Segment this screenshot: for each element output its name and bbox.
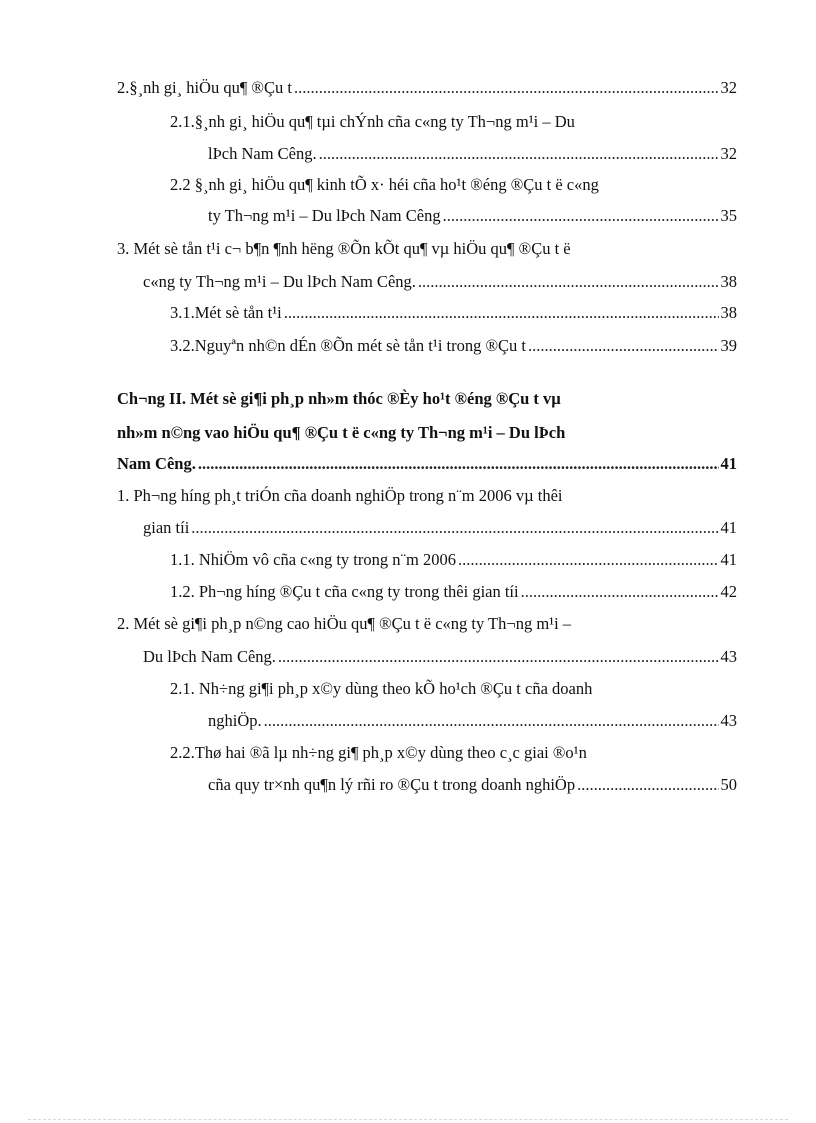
toc-page-number: 42 bbox=[720, 582, 737, 601]
toc-page-number: 38 bbox=[720, 303, 737, 322]
dot-leader bbox=[294, 76, 719, 100]
dot-leader bbox=[264, 709, 719, 733]
dot-leader bbox=[198, 452, 719, 476]
dot-leader bbox=[191, 516, 718, 540]
toc-entry-ii-1-1[interactable] bbox=[170, 548, 737, 572]
toc-entry-text: c«ng ty Th¬ng m¹i – Du lÞch Nam Cêng. bbox=[143, 272, 416, 291]
toc-entry-text: ty Th¬ng m¹i – Du lÞch Nam Cêng bbox=[208, 206, 441, 225]
toc-entry-3[interactable] bbox=[143, 270, 737, 294]
toc-page-number: 41 bbox=[720, 518, 737, 537]
toc-entry-2-2-line1[interactable]: 2.2 §¸nh gi¸ hiÖu qu¶ kinh tÕ x· héi cña ho¹t ®éng ®Çu t ë c«ng bbox=[170, 175, 599, 194]
toc-page-number: 43 bbox=[720, 647, 737, 666]
toc-entry-ii-2-2[interactable] bbox=[208, 773, 737, 797]
dot-leader bbox=[443, 204, 719, 228]
page-bottom-rule bbox=[28, 1119, 788, 1120]
toc-page-number: 38 bbox=[720, 272, 737, 291]
dot-leader bbox=[319, 142, 719, 166]
toc-entry-text: Nam Cêng. bbox=[117, 454, 196, 473]
dot-leader bbox=[528, 334, 719, 358]
toc-entry-text: gian tíi bbox=[143, 518, 190, 537]
toc-page-number: 41 bbox=[720, 454, 737, 473]
toc-entry-2-2[interactable] bbox=[208, 204, 737, 228]
dot-leader bbox=[284, 301, 719, 325]
toc-entry-text: cña quy tr×nh qu¶n lý rñi ro ®Çu t trong doanh nghiÖp bbox=[208, 775, 576, 794]
toc-page-number: 32 bbox=[720, 78, 737, 97]
toc-page-number: 32 bbox=[720, 144, 737, 163]
toc-entry-text: 1.2. Ph¬ng híng ®Çu t cña c«ng ty trong thêi gian tíi bbox=[170, 582, 519, 601]
toc-entry-2[interactable] bbox=[117, 76, 737, 100]
toc-entry-3-1[interactable] bbox=[170, 301, 737, 325]
toc-entry-2-1[interactable] bbox=[208, 142, 737, 166]
toc-entry-ii-2-line1[interactable]: 2. Mét sè gi¶i ph¸p n©ng cao hiÖu qu¶ ®Çu t ë c«ng ty Th¬ng m¹i – bbox=[117, 614, 572, 633]
toc-entry-ii-2-1-line1[interactable]: 2.1. Nh÷ng gi¶i ph¸p x©y dùng theo kÕ ho¹ch ®Çu t cña doanh bbox=[170, 679, 593, 698]
toc-page-number: 43 bbox=[720, 711, 737, 730]
dot-leader bbox=[521, 580, 719, 604]
toc-entry-ii-2-1[interactable] bbox=[208, 709, 737, 733]
toc-page-number: 50 bbox=[720, 775, 737, 794]
toc-page-number: 39 bbox=[720, 336, 737, 355]
toc-entry-text: 3.2.Nguyªn nh©n dÉn ®Õn mét sè tån t¹i trong ®Çu t bbox=[170, 336, 526, 355]
toc-chapter-2-line1[interactable]: Ch¬ng II. Mét sè gi¶i ph¸p nh»m thóc ®Èy ho¹t ®éng ®Çu t vµ bbox=[117, 389, 561, 408]
toc-entry-3-2[interactable] bbox=[170, 334, 737, 358]
toc-page-number: 35 bbox=[720, 206, 737, 225]
toc-entry-ii-1-2[interactable] bbox=[170, 580, 737, 604]
dot-leader bbox=[418, 270, 719, 294]
toc-entry-text: Du lÞch Nam Cêng. bbox=[143, 647, 276, 666]
toc-chapter-2-line2[interactable]: nh»m n©ng vao hiÖu qu¶ ®Çu t ë c«ng ty Th¬ng m¹i – Du lÞch bbox=[117, 423, 566, 442]
toc-entry-2-1-line1[interactable]: 2.1.§¸nh gi¸ hiÖu qu¶ tµi chÝnh cña c«ng ty Th¬ng m¹i – Du bbox=[170, 112, 575, 131]
toc-entry-ii-2[interactable] bbox=[143, 645, 737, 669]
dot-leader bbox=[577, 773, 718, 797]
dot-leader bbox=[458, 548, 719, 572]
toc-entry-text: lÞch Nam Cêng. bbox=[208, 144, 317, 163]
toc-chapter-2[interactable] bbox=[117, 452, 737, 476]
toc-entry-ii-1-line1[interactable]: 1. Ph¬ng híng ph¸t triÓn cña doanh nghiÖp trong n¨m 2006 vµ thêi bbox=[117, 486, 563, 505]
toc-entry-ii-2-2-line1[interactable]: 2.2.Thø hai ®ã lµ nh÷ng gi¶ ph¸p x©y dùng theo c¸c giai ®o¹n bbox=[170, 743, 587, 762]
toc-entry-text: nghiÖp. bbox=[208, 711, 262, 730]
toc-entry-text: 2.§¸nh gi¸ hiÖu qu¶ ®Çu t bbox=[117, 78, 292, 97]
dot-leader bbox=[278, 645, 719, 669]
toc-entry-text: 3.1.Mét sè tån t¹i bbox=[170, 303, 282, 322]
toc-entry-text: 1.1. NhiÖm vô cña c«ng ty trong n¨m 2006 bbox=[170, 550, 456, 569]
toc-page-number: 41 bbox=[720, 550, 737, 569]
toc-entry-ii-1[interactable] bbox=[143, 516, 737, 540]
toc-entry-3-line1[interactable]: 3. Mét sè tån t¹i c¬ b¶n ¶nh hëng ®Õn kÕt qu¶ vµ hiÖu qu¶ ®Çu t ë bbox=[117, 239, 571, 258]
